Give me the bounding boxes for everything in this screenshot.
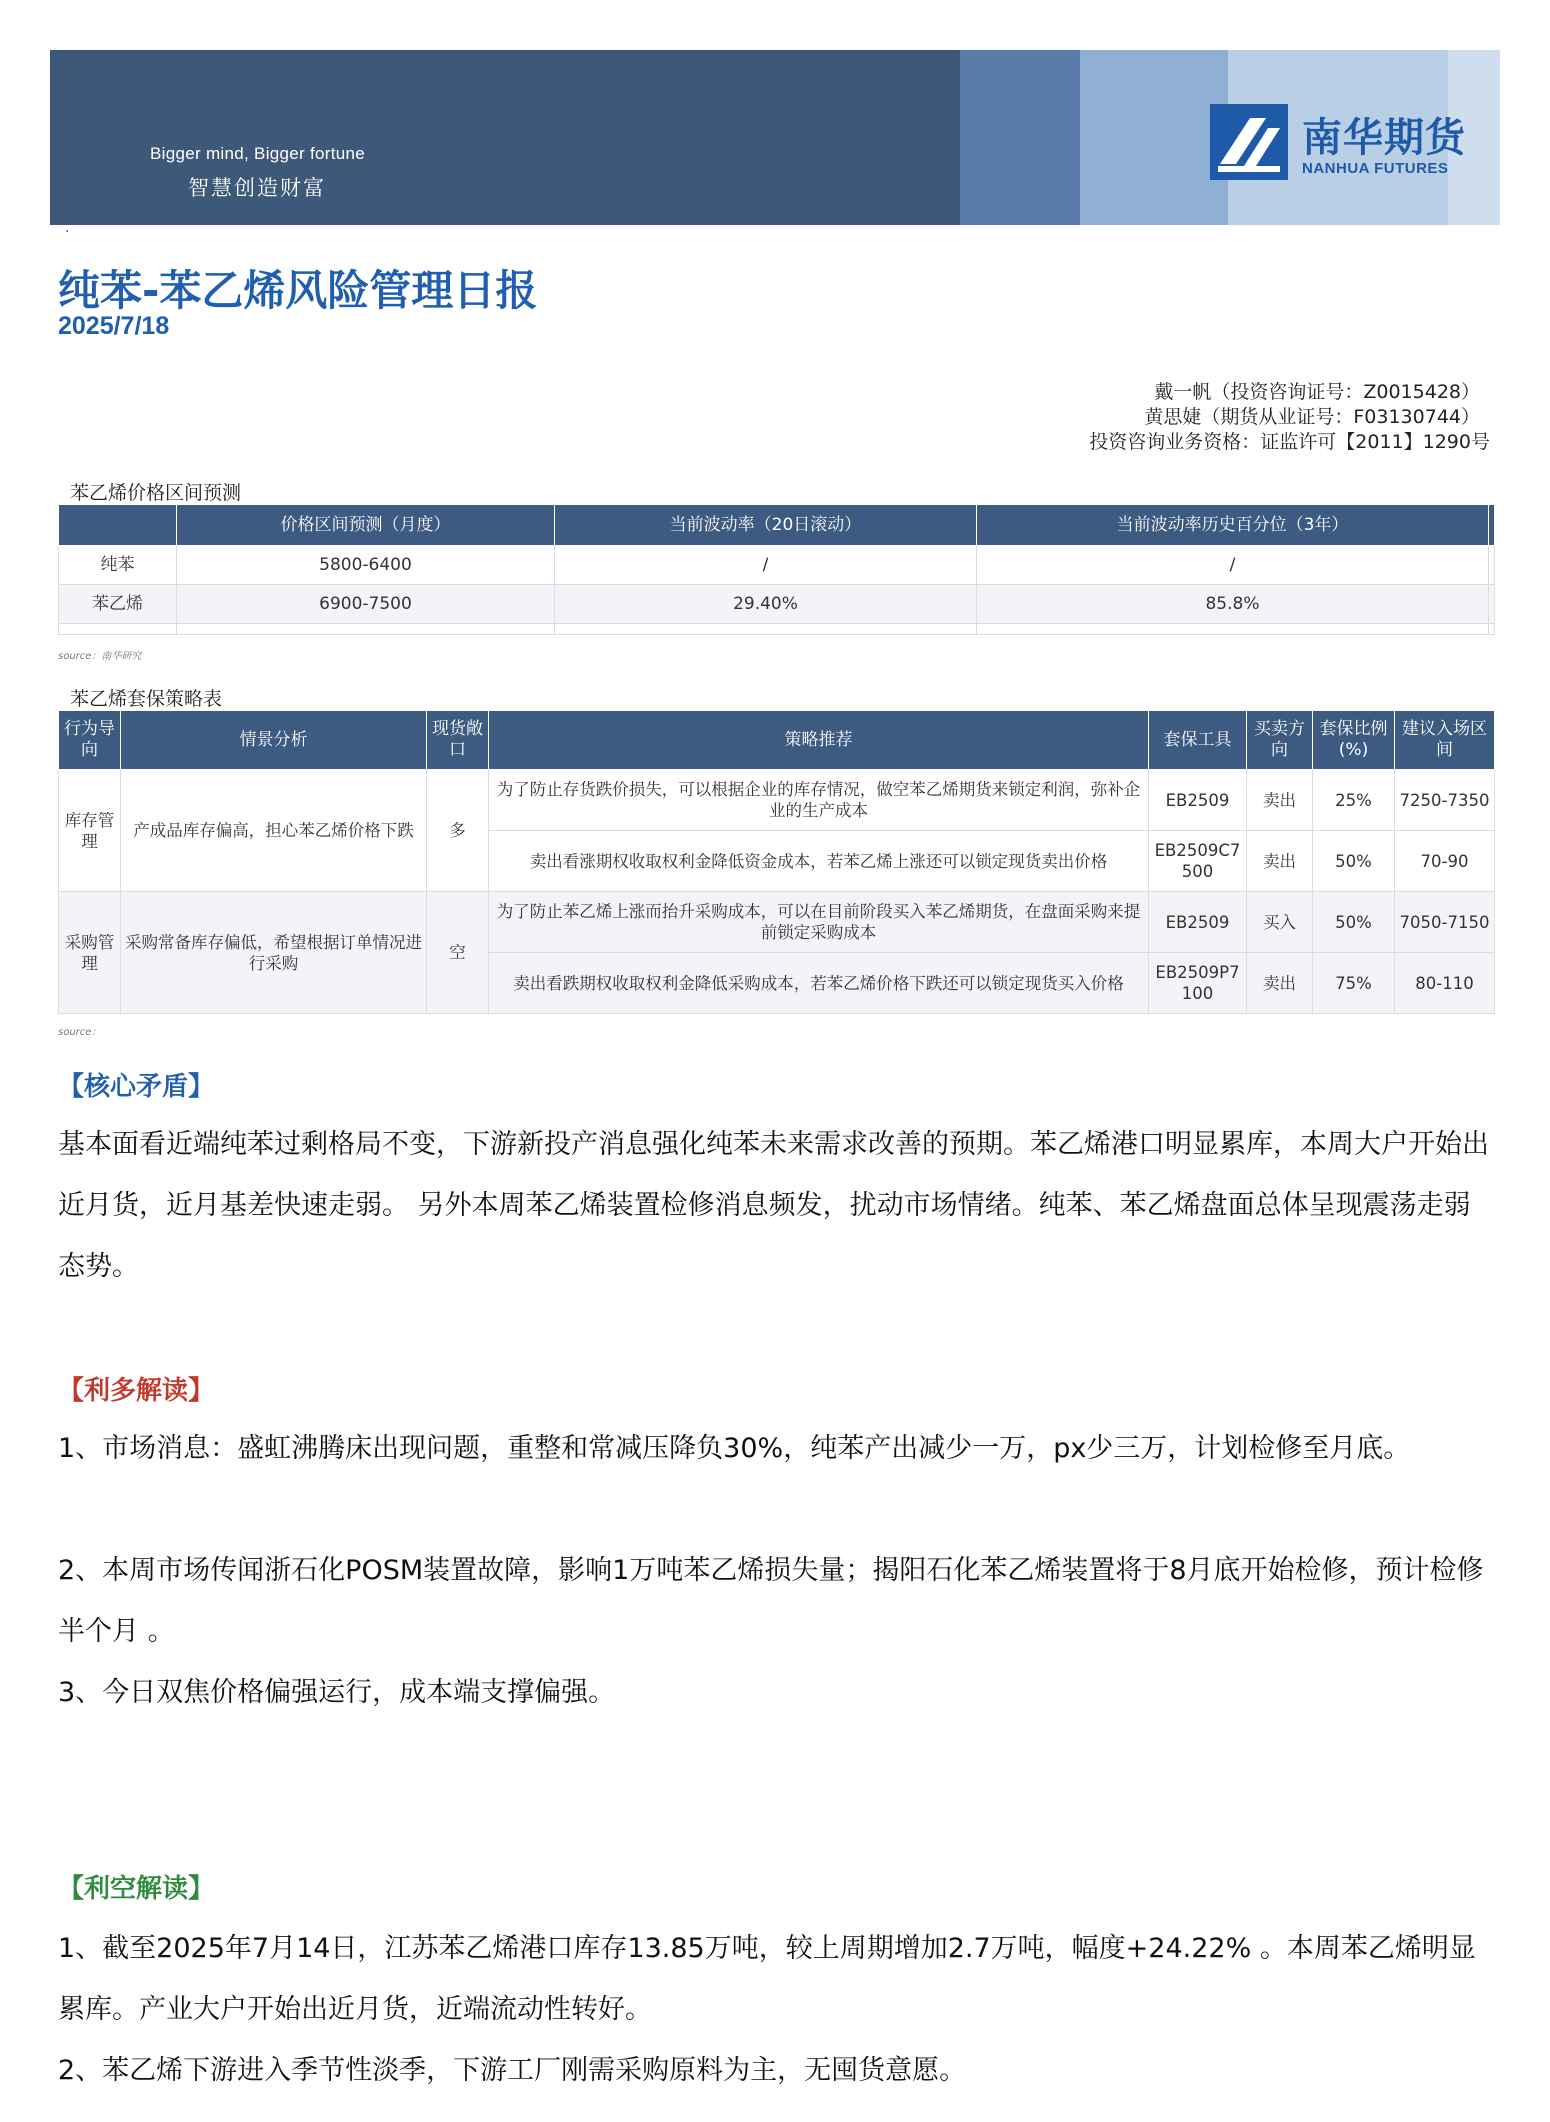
bullet-dot: · — [65, 224, 70, 240]
company-logo — [1210, 102, 1490, 182]
source-note: source：南华研究 — [58, 651, 142, 662]
table-row — [59, 585, 1495, 624]
license-line: 投资咨询业务资格：证监许可【2011】1290号 — [1089, 431, 1490, 453]
table-header-cell: 价格区间预测（月度） — [177, 505, 555, 546]
slogan-chinese: 智慧创造财富 — [188, 176, 326, 200]
table-cell: 卖出 — [1247, 953, 1313, 1014]
author-line: 黄思婕（期货从业证号：F03130744） — [1144, 406, 1480, 428]
table-cell: 卖出看跌期权收取权利金降低采购成本，若苯乙烯价格下跌还可以锁定现货买入价格 — [489, 953, 1149, 1014]
banner-stripe — [1080, 50, 1228, 225]
table-cell: 多 — [427, 770, 489, 892]
table-cell: 80-110 — [1395, 953, 1495, 1014]
table-cell: 7250-7350 — [1395, 770, 1495, 831]
table-header-cell: 买卖方向 — [1247, 711, 1313, 770]
table-cell: 25% — [1313, 770, 1395, 831]
table-cell: 50% — [1313, 831, 1395, 892]
hedge-strategy-table — [58, 710, 1495, 1014]
table-cell: / — [555, 546, 977, 585]
table-cell — [59, 624, 177, 635]
table-cell: EB2509 — [1149, 892, 1247, 953]
table-cell: 5800-6400 — [177, 546, 555, 585]
price-table-caption: 苯乙烯价格区间预测 — [70, 482, 242, 504]
table-cell: EB2509P7100 — [1149, 953, 1247, 1014]
table-header-cell: 现货敞口 — [427, 711, 489, 770]
bullish-item: 2、本周市场传闻浙石化POSM装置故障，影响1万吨苯乙烯损失量；揭阳石化苯乙烯装置将于8月底开始检修，预计检修半个月 。 — [58, 1555, 1484, 1647]
table-cell: 库存管理 — [59, 770, 121, 892]
bullish-item: 3、今日双焦价格偏强运行，成本端支撑偏强。 — [58, 1677, 616, 1708]
table-cell — [555, 624, 977, 635]
table-cell: 75% — [1313, 953, 1395, 1014]
table-header-cell — [1489, 505, 1495, 546]
table-cell: 50% — [1313, 892, 1395, 953]
bearish-item: 1、截至2025年7月14日，江苏苯乙烯港口库存13.85万吨，较上周期增加2.7万吨，幅度+24.22% 。本周苯乙烯明显累库。产业大户开始出近月货，近端流动性转好。 — [58, 1933, 1476, 2025]
table-cell: 采购常备库存偏低，希望根据订单情况进行采购 — [121, 892, 427, 1014]
price-range-table — [58, 504, 1495, 635]
table-cell: 纯苯 — [59, 546, 177, 585]
table-cell: EB2509 — [1149, 770, 1247, 831]
author-block — [1089, 380, 1490, 455]
table-cell: 苯乙烯 — [59, 585, 177, 624]
bullish-heading: 【利多解读】 — [58, 1376, 215, 1406]
nanhua-logo-icon — [1210, 104, 1288, 180]
hedge-table-caption: 苯乙烯套保策略表 — [70, 688, 223, 710]
core-heading: 【核心矛盾】 — [58, 1072, 215, 1102]
table-cell: EB2509C7500 — [1149, 831, 1247, 892]
table-header-cell: 套保工具 — [1149, 711, 1247, 770]
logo-name-chinese: 南华期货 — [1302, 115, 1466, 161]
table-cell — [1489, 585, 1495, 624]
table-header-row — [59, 505, 1495, 546]
table-cell: 29.40% — [555, 585, 977, 624]
table-cell: 卖出 — [1247, 831, 1313, 892]
table-cell: 买入 — [1247, 892, 1313, 953]
table-header-cell: 策略推荐 — [489, 711, 1149, 770]
table-cell — [1489, 546, 1495, 585]
table-cell: 空 — [427, 892, 489, 1014]
header-banner — [50, 50, 1500, 225]
table-cell: 卖出 — [1247, 770, 1313, 831]
banner-stripe — [960, 50, 1080, 225]
table-row — [59, 770, 1495, 831]
bearish-heading: 【利空解读】 — [58, 1874, 215, 1904]
author-line: 戴一帆（投资咨询证号：Z0015428） — [1154, 381, 1480, 403]
table-cell: 为了防止苯乙烯上涨而抬升采购成本，可以在目前阶段买入苯乙烯期货，在盘面采购来提前锁定采购成本 — [489, 892, 1149, 953]
source-note: source： — [58, 1027, 102, 1038]
table-header-cell: 情景分析 — [121, 711, 427, 770]
table-cell: / — [977, 546, 1489, 585]
table-cell: 采购管理 — [59, 892, 121, 1014]
report-date: 2025/7/18 — [58, 312, 170, 340]
table-header-cell: 建议入场区间 — [1395, 711, 1495, 770]
table-cell — [977, 624, 1489, 635]
table-row — [59, 892, 1495, 953]
logo-name-english: NANHUA FUTURES — [1302, 160, 1449, 177]
table-cell: 卖出看涨期权收取权利金降低资金成本，若苯乙烯上涨还可以锁定现货卖出价格 — [489, 831, 1149, 892]
bearish-item: 2、苯乙烯下游进入季节性淡季，下游工厂刚需采购原料为主，无囤货意愿。 — [58, 2055, 967, 2086]
table-header-cell: 当前波动率历史百分位（3年） — [977, 505, 1489, 546]
table-cell: 85.8% — [977, 585, 1489, 624]
table-header-cell: 行为导向 — [59, 711, 121, 770]
table-cell — [177, 624, 555, 635]
table-cell — [1489, 624, 1495, 635]
core-paragraph: 基本面看近端纯苯过剩格局不变，下游新投产消息强化纯苯未来需求改善的预期。苯乙烯港口明显累库，本周大户开始出近月货，近月基差快速走弱。 另外本周苯乙烯装置检修消息频发，扰动市场情绪。纯苯、苯乙烯盘面总体呈现震荡走弱态势。 — [58, 1129, 1489, 1282]
bullish-item: 1、市场消息：盛虹沸腾床出现问题，重整和常减压降负30%，纯苯产出减少一万，px少三万，计划检修至月底。 — [58, 1433, 1411, 1464]
table-header-row — [59, 711, 1495, 770]
table-row — [59, 624, 1495, 635]
page-title: 纯苯-苯乙烯风险管理日报 — [58, 266, 538, 315]
table-header-cell: 套保比例(%) — [1313, 711, 1395, 770]
table-cell: 70-90 — [1395, 831, 1495, 892]
table-cell: 6900-7500 — [177, 585, 555, 624]
table-row — [59, 546, 1495, 585]
slogan-english: Bigger mind, Bigger fortune — [150, 144, 366, 163]
table-header-cell — [59, 505, 177, 546]
table-cell: 产成品库存偏高，担心苯乙烯价格下跌 — [121, 770, 427, 892]
table-cell: 为了防止存货跌价损失，可以根据企业的库存情况，做空苯乙烯期货来锁定利润，弥补企业的生产成本 — [489, 770, 1149, 831]
table-header-cell: 当前波动率（20日滚动） — [555, 505, 977, 546]
table-cell: 7050-7150 — [1395, 892, 1495, 953]
